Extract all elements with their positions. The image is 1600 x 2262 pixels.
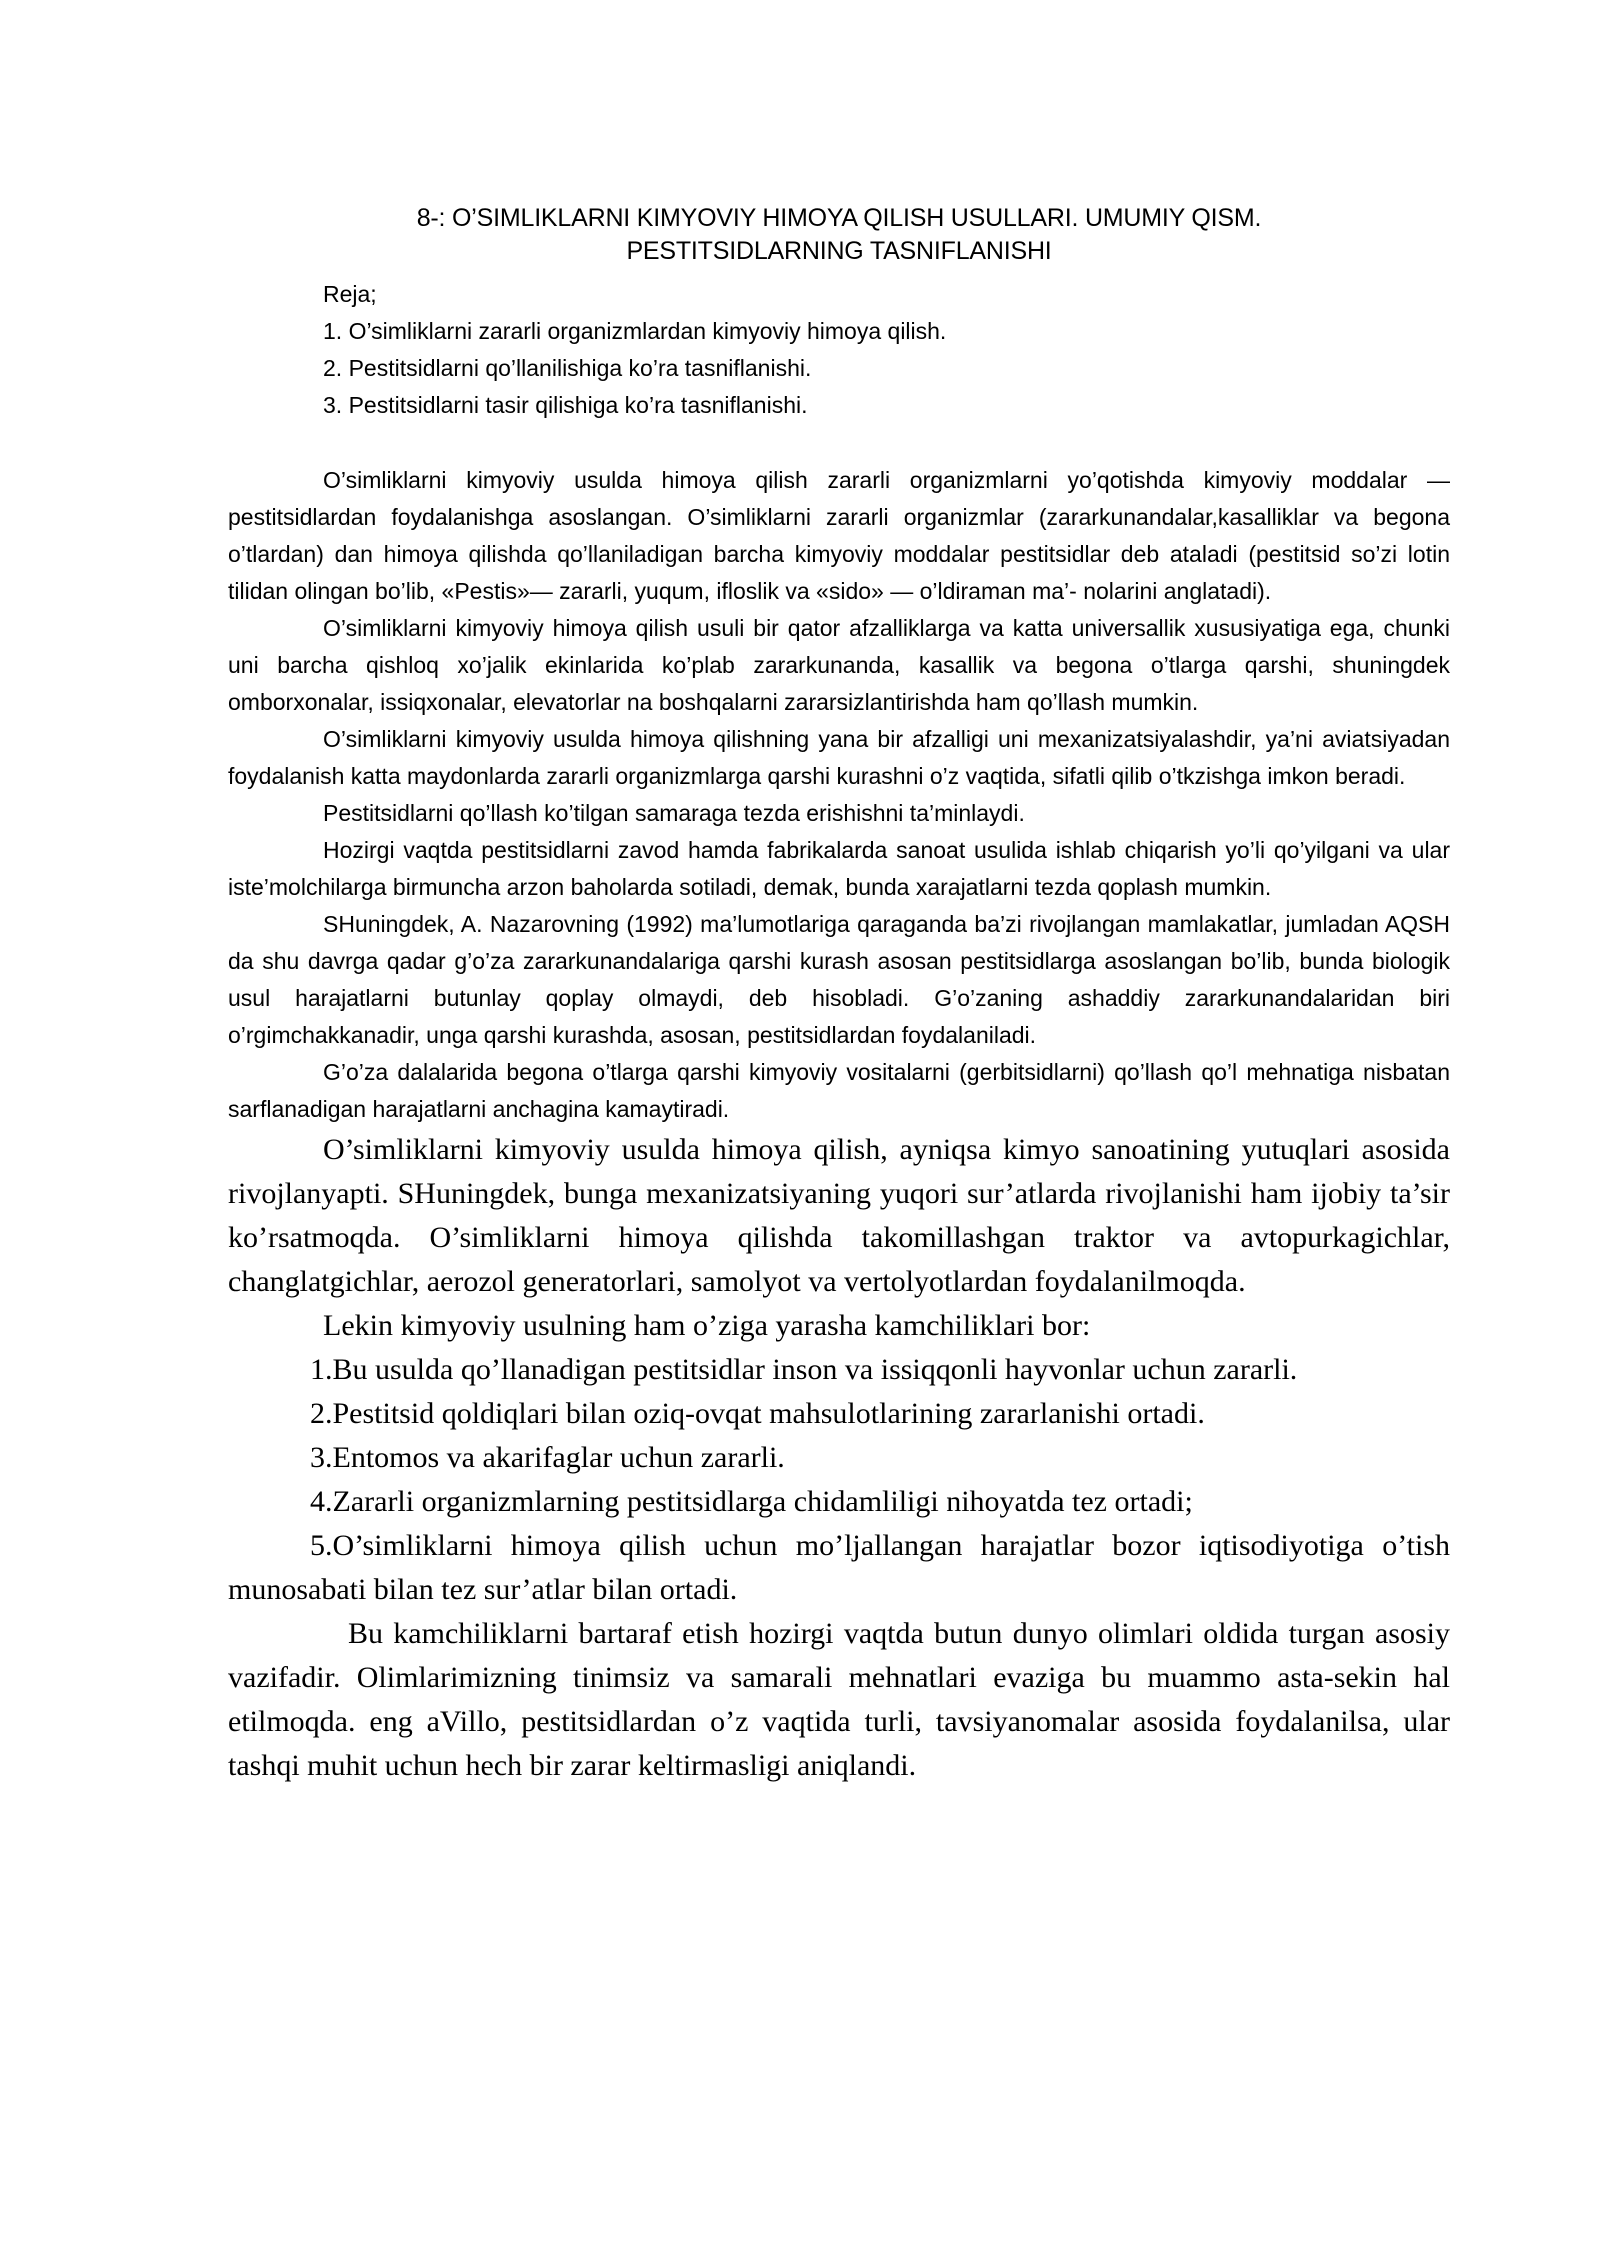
reja-section [228,276,1450,424]
paragraph-4: Pestitsidlarni qo’llash ko’tilgan samaraga tezda erishishni ta’minlaydi. [323,800,1025,826]
drawback-item-5: 5.O’simliklarni himoya qilish uchun mo’ljallangan harajatlar bozor iqtisodiyotiga o’tish munosabati bilan tez sur’atlar bilan ortadi. [228,1529,1450,1606]
serif-intro-paragraph: O’simliklarni kimyoviy usulda himoya qilish, ayniqsa kimyo sanoatining yutuqlari asosida rivojlanyapti. SHuningdek, bunga mexanizatsiyaning yuqori sur’atlarda rivojlanishi ham ijobiy ta’sir ko’rsatmoqda. O’simliklarni himoya qilishda takomillashgan traktor va avtopurkagichlar, changlatgichlar, aerozol generatorlari, samolyot va vertolyotlardan foydalanilmoqda. [228,1133,1450,1298]
paragraph-5: Hozirgi vaqtda pestitsidlarni zavod hamda fabrikalarda sanoat usulida ishlab chiqarish yo’li qo’yilgani va ular iste’molchilarga birmuncha arzon baholarda sotiladi, demak, bunda xarajatlarni tezda qoplash mumkin. [228,837,1450,900]
reja-item-2: 2. Pestitsidlarni qo’llanilishiga ko’ra tasniflanishi. [323,355,812,381]
body-sans-section [228,462,1450,1128]
drawback-item-1: 1.Bu usulda qo’llanadigan pestitsidlar inson va issiqqonli hayvonlar uchun zararli. [310,1353,1298,1386]
paragraph-1: O’simliklarni kimyoviy usulda himoya qilish zararli organizmlarni yo’qotishda kimyoviy moddalar —pestitsidlardan foydalanishga asoslangan. O’simliklarni zararli organizmlar (zararkunandalar,kasalliklar va begona o’tlardan) dan himoya qilishda qo’llaniladigan barcha kimyoviy moddalar pestitsidlar deb ataladi (pestitsid so’zi lotin tilidan olingan bo’lib, «Pestis»— zararli, yuqum, ifloslik va «sido» — o’ldiraman ma’- nolarini anglatadi). [228,467,1450,604]
serif-closing-paragraph: Bu kamchiliklarni bartaraf etish hozirgi vaqtda butun dunyo olimlari oldida turgan asosiy vazifadir. Olimlarimizning tinimsiz va samarali mehnatlari evaziga bu muammo asta-sekin hal etilmoqda. eng aVillo, pestitsidlardan o’z vaqtida turli, tavsiyanomalar asosida foydalanilsa, ular tashqi muhit uchun hech bir zarar keltirmasligi aniqlandi. [228,1617,1450,1782]
body-serif-section [228,1128,1450,1788]
drawback-item-3: 3.Entomos va akarifaglar uchun zararli. [310,1441,785,1474]
title-line-1: 8-: O’SIMLIKLARNI KIMYOVIY HIMOYA QILISH USULLARI. UMUMIY QISM. [416,204,1262,232]
reja-item-3: 3. Pestitsidlarni tasir qilishiga ko’ra tasniflanishi. [323,392,808,418]
document-title [228,202,1450,268]
paragraph-6: SHuningdek, A. Nazarovning (1992) ma’lumotlariga qaraganda ba’zi rivojlangan mamlakatlar, jumladan AQSH da shu davrga qadar g’o’za zararkunandalariga qarshi kurash asosan pestitsidlarga asoslangan bo’lib, bunda biologik usul harajatlarni butunlay qoplay olmaydi, deb hisobladi. G’o’zaning ashaddiy zararkunandalaridan biri o’rgimchakkanadir, unga qarshi kurashda, asosan, pestitsidlardan foydalaniladi. [228,911,1450,1048]
serif-lekin-line: Lekin kimyoviy usulning ham o’ziga yarasha kamchiliklari bor: [323,1309,1091,1342]
document-content [228,202,1450,1788]
paragraph-7: G’o’za dalalarida begona o’tlarga qarshi kimyoviy vositalarni (gerbitsidlarni) qo’llash qo’l mehnatiga nisbatan sarflanadigan harajatlarni anchagina kamaytiradi. [228,1059,1450,1122]
drawback-item-4: 4.Zararli organizmlarning pestitsidlarga chidamliligi nihoyatda tez ortadi; [310,1485,1193,1518]
title-line-2: PESTITSIDLARNING TASNIFLANISHI [626,237,1052,265]
drawback-item-2: 2.Pestitsid qoldiqlari bilan oziq-ovqat mahsulotlarining zararlanishi ortadi. [310,1397,1205,1430]
paragraph-2: O’simliklarni kimyoviy himoya qilish usuli bir qator afzalliklarga va katta universallik xususiyatiga ega, chunki uni barcha qishloq xo’jalik ekinlarida ko’plab zararkunanda, kasallik va begona o’tlarga qarshi, shuningdek omborxonalar, issiqxonalar, elevatorlar na boshqalarni zararsizlantirishda ham qo’llash mumkin. [228,615,1450,715]
reja-item-1: 1. O’simliklarni zararli organizmlardan kimyoviy himoya qilish. [323,318,947,344]
reja-heading: Reja; [323,281,377,307]
paragraph-3: O’simliklarni kimyoviy usulda himoya qilishning yana bir afzalligi uni mexanizatsiyalashdir, ya’ni aviatsiyadan foydalanish katta maydonlarda zararli organizmlarga qarshi kurashni o’z vaqtida, sifatli qilib o’tkzishga imkon beradi. [228,726,1450,789]
